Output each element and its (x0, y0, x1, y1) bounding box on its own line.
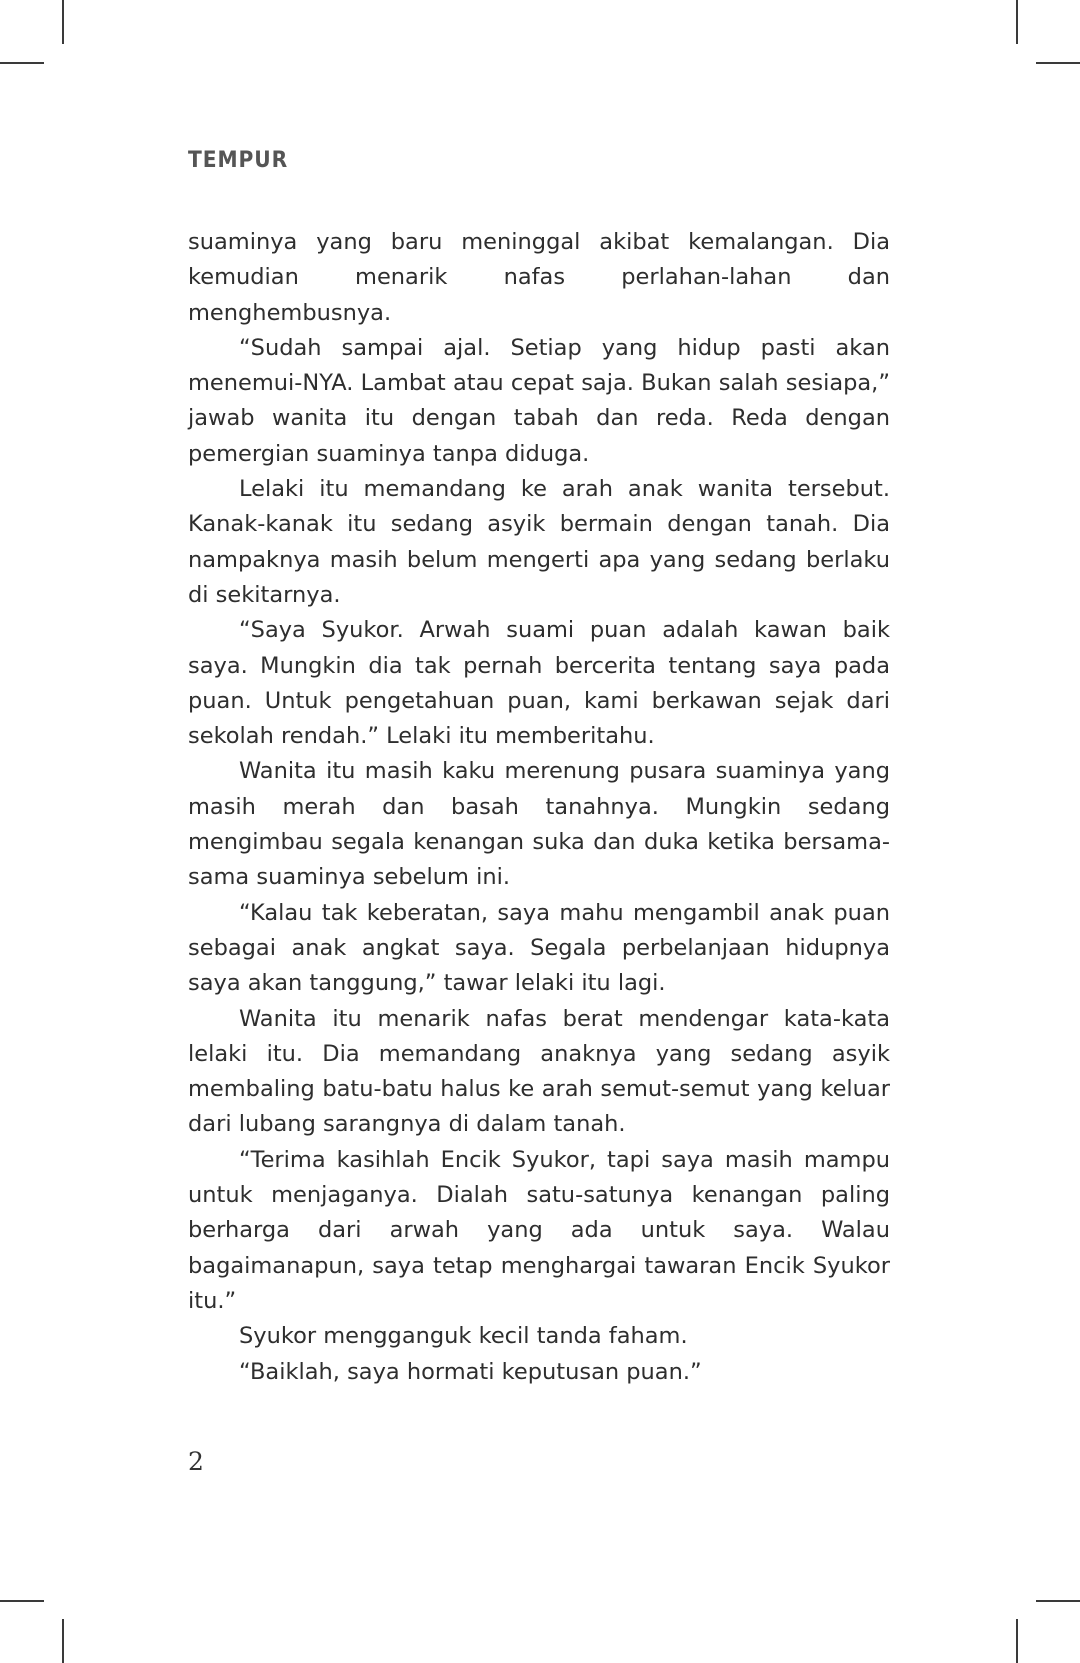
page-number: 2 (188, 1447, 204, 1476)
paragraph-3: Lelaki itu memandang ke arah anak wanita tersebut. Kanak-kanak itu sedang asyik bermain dengan tanah. Dia nampaknya masih belum mengerti apa yang sedang berlaku di sekitarnya. (188, 476, 890, 608)
paragraph-10: “Baiklah, saya hormati keputusan puan.” (239, 1358, 702, 1385)
running-head: TEMPUR (188, 148, 289, 173)
paragraph-1: suaminya yang baru meninggal akibat kemalangan. Dia kemudian menarik nafas perlahan-lahan dan menghembusnya. (188, 229, 890, 326)
paragraph-8: “Terima kasihlah Encik Syukor, tapi saya masih mampu untuk menjaganya. Dialah satu-satunya kenangan paling berharga dari arwah yang ada untuk saya. Walau bagaimanapun, saya tetap menghargai tawaran Encik Syukor itu.” (188, 1146, 890, 1314)
crop-mark-top-left-vertical (62, 0, 64, 44)
crop-mark-top-right-horizontal (1036, 62, 1080, 64)
body-text (188, 225, 890, 1390)
crop-mark-bottom-left-horizontal (0, 1600, 44, 1602)
paragraph-6: “Kalau tak keberatan, saya mahu mengambil anak puan sebagai anak angkat saya. Segala perbelanjaan hidupnya saya akan tanggung,” tawar lelaki itu lagi. (188, 899, 890, 997)
crop-mark-top-right-vertical (1016, 0, 1018, 44)
paragraph-4: “Saya Syukor. Arwah suami puan adalah kawan baik saya. Mungkin dia tak pernah bercerita tentang saya pada puan. Untuk pengetahuan puan, kami berkawan sejak dari sekolah rendah.” Lelaki itu memberitahu. (188, 617, 890, 750)
crop-mark-bottom-right-vertical (1016, 1619, 1018, 1663)
crop-mark-top-left-horizontal (0, 62, 44, 64)
crop-mark-bottom-right-horizontal (1036, 1600, 1080, 1602)
paragraph-9: Syukor mengganguk kecil tanda faham. (239, 1323, 688, 1350)
paragraph-2: “Sudah sampai ajal. Setiap yang hidup pasti akan menemui-NYA. Lambat atau cepat saja. Bukan salah sesiapa,” jawab wanita itu dengan tabah dan reda. Reda dengan pemergian suaminya tanpa diduga. (188, 334, 890, 467)
crop-mark-bottom-left-vertical (62, 1619, 64, 1663)
paragraph-7: Wanita itu menarik nafas berat mendengar kata-kata lelaki itu. Dia memandang anaknya yang sedang asyik membaling batu-batu halus ke arah semut-semut yang keluar dari lubang sarangnya di dalam tanah. (188, 1005, 890, 1138)
paragraph-5: Wanita itu masih kaku merenung pusara suaminya yang masih merah dan basah tanahnya. Mungkin sedang mengimbau segala kenangan suka dan duka ketika bersama-sama suaminya sebelum ini. (188, 758, 890, 891)
